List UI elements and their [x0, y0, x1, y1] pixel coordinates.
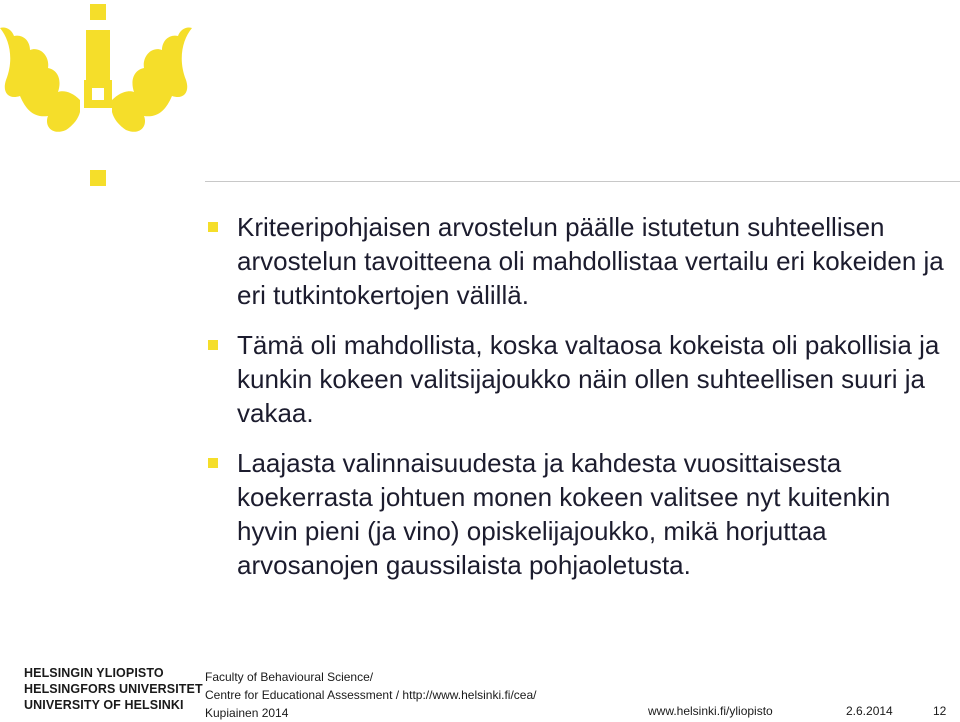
footer-centre: Centre for Educational Assessment / http://www.helsinki.fi/cea/: [205, 688, 537, 702]
bullet-item: [208, 328, 948, 430]
footer-author: Kupiainen 2014: [205, 706, 289, 720]
footer-faculty: Faculty of Behavioural Science/: [205, 670, 374, 684]
bullet-item: [208, 210, 948, 312]
bullet-text: Kriteeripohjaisen arvostelun päälle istutetun suhteellisen arvostelun tavoitteena oli mahdollistaa vertailu eri kokeiden ja eri tutkintokertojen välillä.: [237, 212, 944, 310]
footer-info: [205, 668, 537, 722]
university-name-finnish: HELSINGIN YLIOPISTO: [24, 666, 164, 680]
university-flame-logo: [0, 0, 220, 200]
university-name-block: [24, 665, 203, 713]
university-name-swedish: HELSINGFORS UNIVERSITET: [24, 682, 203, 696]
bullet-text: Laajasta valinnaisuudesta ja kahdesta vuosittaisesta koekerrasta johtuen monen kokeen valitsee nyt kuitenkin hyvin pieni (ja vino) opiskelijajoukko, mikä horjuttaa arvosanojen gaussilaista pohjaoletusta.: [237, 448, 891, 580]
footer-date: 2.6.2014: [846, 704, 893, 718]
title-divider: [205, 181, 960, 182]
square-bullet-icon: [208, 222, 218, 232]
bullet-list: [208, 210, 948, 598]
square-bullet-icon: [208, 340, 218, 350]
page-number: 12: [933, 704, 947, 718]
footer-website[interactable]: www.helsinki.fi/yliopisto: [648, 704, 773, 718]
university-name-english: UNIVERSITY OF HELSINKI: [24, 698, 184, 712]
square-bullet-icon: [208, 458, 218, 468]
bullet-text: Tämä oli mahdollista, koska valtaosa kokeista oli pakollisia ja kunkin kokeen valitsijajoukko näin ollen suhteellisen suuri ja vakaa.: [237, 330, 940, 428]
bullet-item: [208, 446, 948, 582]
